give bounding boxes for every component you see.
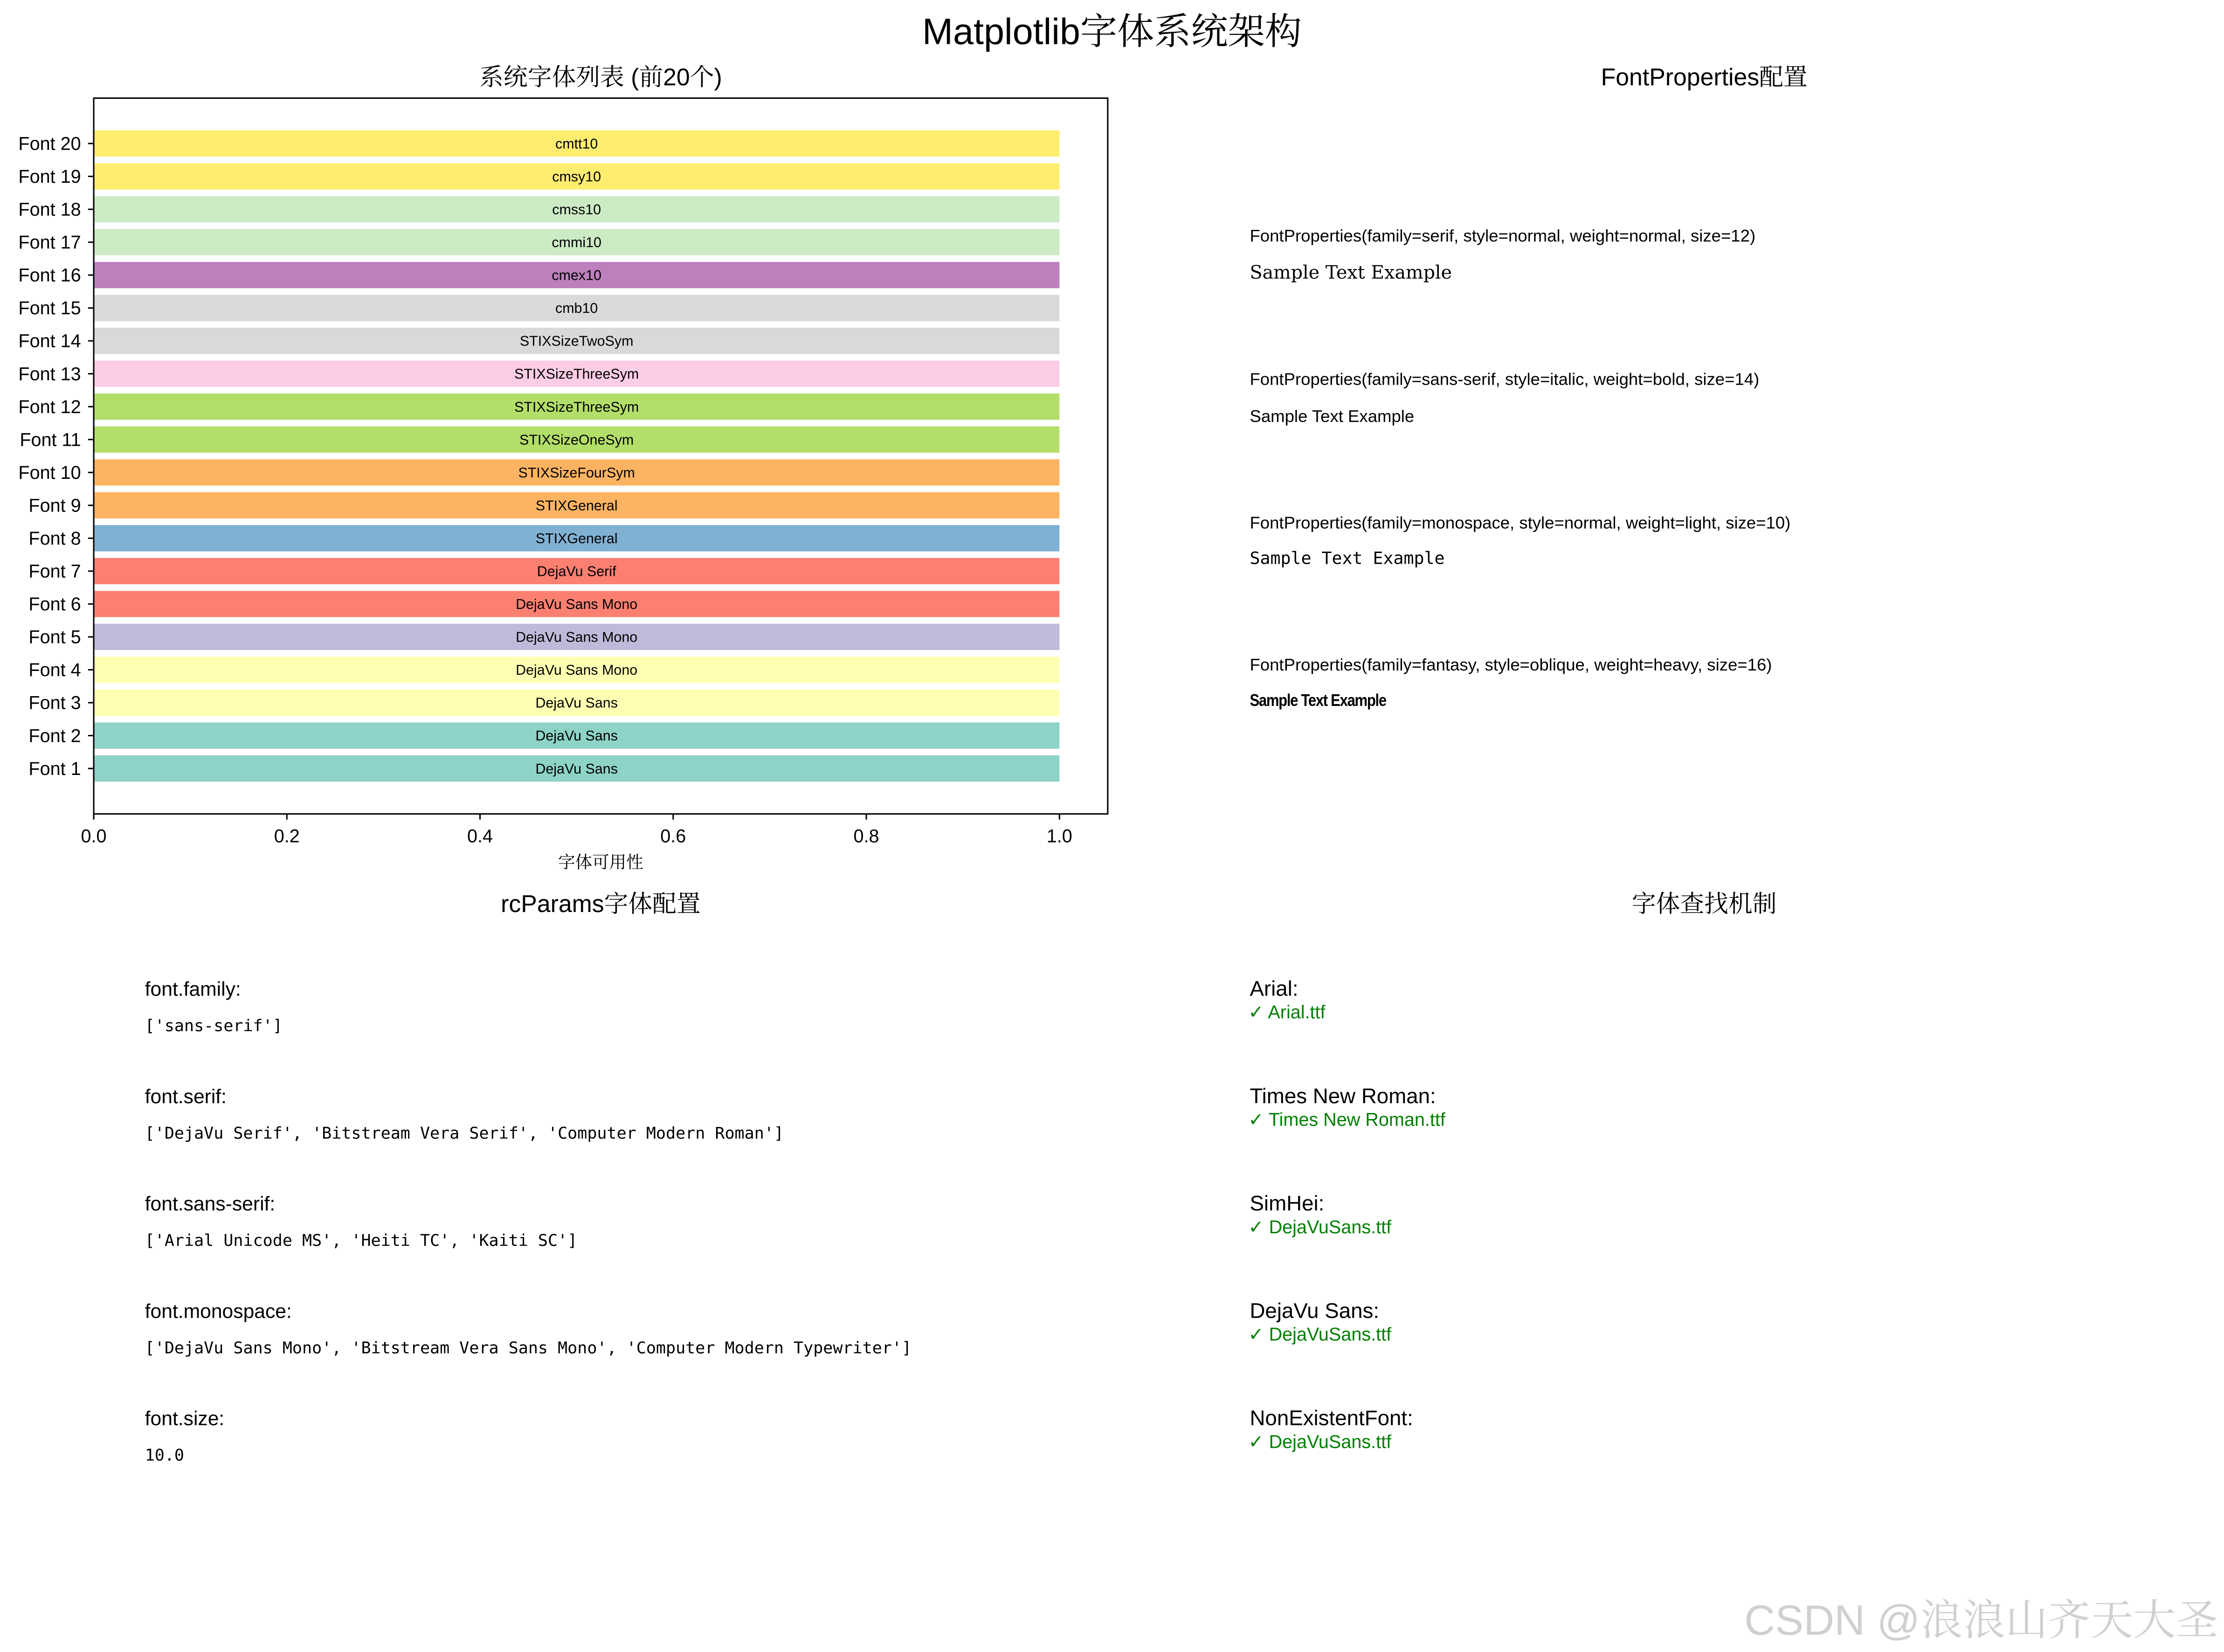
chart-title: 系统字体列表 (前20个) [479, 63, 722, 91]
fp-sample-sans: Sample Text Example [1250, 406, 1415, 426]
bar-label: DejaVu Sans [535, 695, 618, 711]
fp-desc: FontProperties(family=monospace, style=normal, weight=light, size=10) [1250, 513, 1791, 532]
fp-sample-fantasy: Sample Text Example [1250, 691, 1386, 710]
font-list-chart [18, 63, 1107, 871]
x-tick-label: 0.0 [81, 826, 107, 847]
bar-label: cmsy10 [552, 168, 601, 185]
y-tick-label: Font 12 [18, 396, 81, 417]
y-tick-label: Font 1 [28, 758, 81, 779]
lookup-result: ✓ DejaVuSans.ttf [1248, 1217, 1392, 1237]
watermark: CSDN @浪浪山齐天大圣 [1744, 1597, 2218, 1645]
bar-label: STIXSizeFourSym [518, 464, 635, 481]
y-tick-label: Font 10 [18, 462, 81, 483]
x-tick-label: 0.4 [467, 826, 493, 847]
bar-label: STIXSizeOneSym [519, 432, 634, 448]
rcparam-key: font.serif: [145, 1085, 227, 1108]
bar-label: cmb10 [555, 300, 598, 317]
fp-sample-serif: Sample Text Example [1250, 262, 1452, 283]
bar-label: DejaVu Serif [537, 563, 616, 580]
bar-label: STIXGeneral [535, 498, 618, 514]
bar-label: cmss10 [552, 201, 601, 218]
x-tick-label: 0.8 [853, 826, 879, 847]
bar-label: DejaVu Sans [535, 728, 618, 744]
bar-label: cmex10 [552, 267, 601, 283]
bar-label: DejaVu Sans Mono [516, 596, 638, 613]
lookup-font-name: SimHei: [1250, 1191, 1325, 1216]
y-tick-label: Font 11 [20, 429, 81, 450]
bars-group [94, 131, 1059, 782]
y-tick-label: Font 5 [28, 627, 81, 648]
fp-sample-mono: Sample Text Example [1250, 548, 1445, 568]
x-tick-label: 0.6 [660, 826, 686, 847]
y-tick-label: Font 16 [18, 265, 81, 286]
rcparams-title: rcParams字体配置 [501, 890, 701, 917]
bar-label: STIXSizeTwoSym [519, 333, 634, 349]
y-tick-label: Font 3 [28, 692, 81, 713]
y-tick-label: Font 15 [18, 298, 81, 319]
lookup-font-name: DejaVu Sans: [1250, 1299, 1380, 1323]
lookup-result: ✓ DejaVuSans.ttf [1248, 1431, 1392, 1452]
x-axis [81, 814, 1072, 847]
y-tick-label: Font 18 [18, 199, 81, 220]
font-properties-panel [1250, 63, 1807, 710]
bar-label: DejaVu Sans [535, 760, 618, 777]
bar-label: DejaVu Sans Mono [516, 662, 638, 678]
bar-label: DejaVu Sans Mono [516, 629, 638, 645]
rcparam-key: font.monospace: [145, 1300, 292, 1323]
y-tick-label: Font 20 [18, 133, 81, 154]
y-axis [18, 133, 94, 779]
y-tick-label: Font 4 [28, 660, 81, 681]
font-properties-title: FontProperties配置 [1601, 63, 1808, 91]
y-tick-label: Font 7 [28, 561, 81, 582]
y-tick-label: Font 6 [28, 594, 81, 615]
y-tick-label: Font 19 [18, 166, 81, 187]
rcparam-key: font.family: [145, 978, 241, 1001]
y-tick-label: Font 13 [18, 364, 81, 385]
y-tick-label: Font 17 [18, 232, 81, 253]
lookup-result: ✓ Times New Roman.ttf [1248, 1109, 1445, 1130]
y-tick-label: Font 9 [28, 495, 81, 516]
fp-desc: FontProperties(family=fantasy, style=oblique, weight=heavy, size=16) [1250, 655, 1772, 674]
y-tick-label: Font 2 [28, 726, 81, 747]
rcparam-key: font.size: [145, 1407, 225, 1430]
rcparams-panel [145, 890, 912, 1465]
font-lookup-panel [1248, 890, 1776, 1452]
lookup-result: ✓ DejaVuSans.ttf [1248, 1324, 1392, 1345]
bar-label: cmtt10 [555, 136, 598, 152]
bar-label: cmmi10 [552, 235, 601, 251]
x-tick-label: 0.2 [274, 826, 300, 847]
lookup-font-name: Times New Roman: [1250, 1084, 1436, 1108]
rcparam-value: ['DejaVu Sans Mono', 'Bitstream Vera Sans Mono', 'Computer Modern Typewriter'] [145, 1338, 912, 1358]
rcparam-value: ['DejaVu Serif', 'Bitstream Vera Serif', 'Computer Modern Roman'] [145, 1123, 784, 1143]
x-axis-label: 字体可用性 [558, 852, 643, 872]
bar-label: STIXSizeThreeSym [514, 366, 639, 382]
bar-label: STIXGeneral [535, 530, 618, 546]
y-tick-label: Font 8 [28, 528, 81, 549]
rcparam-key: font.sans-serif: [145, 1193, 276, 1216]
x-tick-label: 1.0 [1046, 826, 1072, 847]
fp-desc: FontProperties(family=serif, style=normal, weight=normal, size=12) [1250, 226, 1756, 246]
bar-label: STIXSizeThreeSym [514, 399, 639, 415]
lookup-result: ✓ Arial.ttf [1248, 1002, 1326, 1023]
y-tick-label: Font 14 [18, 331, 81, 352]
figure-title: Matplotlib字体系统架构 [922, 10, 1302, 52]
rcparam-value: ['sans-serif'] [145, 1016, 283, 1036]
rcparam-value: 10.0 [145, 1445, 185, 1465]
lookup-font-name: NonExistentFont: [1250, 1406, 1413, 1430]
rcparam-value: ['Arial Unicode MS', 'Heiti TC', 'Kaiti SC'] [145, 1231, 578, 1251]
fp-desc: FontProperties(family=sans-serif, style=italic, weight=bold, size=14) [1250, 369, 1760, 389]
lookup-font-name: Arial: [1250, 976, 1298, 1001]
font-lookup-title: 字体查找机制 [1631, 890, 1777, 917]
